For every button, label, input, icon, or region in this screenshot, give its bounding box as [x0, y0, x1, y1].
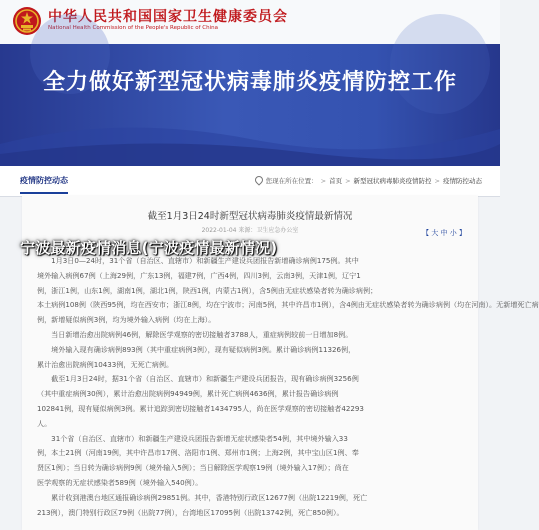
article-line: 人。	[37, 418, 52, 428]
article-line: 例，浙江1例，山东1例，湖南1例，湖北1例，陕西1例，内蒙古1例），含5例由无症状感染者转为确诊病例；	[37, 285, 378, 295]
location-label: 您现在所在位置：	[265, 177, 318, 185]
banner-title: 全力做好新型冠状病毒肺炎疫情防控工作	[42, 70, 457, 95]
banner-background-pattern	[0, 44, 500, 166]
ministry-name[interactable]: 中华人民共和国国家卫生健康委员会	[48, 9, 288, 25]
article-line: 当日新增治愈出院病例46例，解除医学观察的密切接触者3788人，重症病例较前一日增加8例。	[37, 329, 353, 339]
breadcrumb-bar	[0, 166, 500, 197]
font-size-switcher[interactable]: 【 大 中 小 】	[422, 229, 466, 237]
breadcrumb-current[interactable]: 疫情防控动态	[443, 177, 482, 185]
ministry-name-english: National Health Commission of the People's Republic of China	[48, 25, 219, 31]
article-line: （其中重症病例30例），累计治愈出院病例94949例，累计死亡病例4636例，累计报告确诊病例	[37, 389, 339, 399]
breadcrumb-home[interactable]: 首页	[329, 177, 343, 185]
article-meta: 2022-01-04 来源：卫生应急办公室	[201, 227, 299, 234]
overlay-headline: 宁波最新疫情消息(宁波疫情最新情况)	[20, 239, 278, 257]
article-body	[37, 254, 539, 520]
article-line: 累计治愈出院病例10433例，无死亡病例。	[37, 359, 174, 369]
article-line: 213例），澳门特别行政区79例（出院77例），台湾地区17095例（出院13742例，死亡850例）。	[37, 507, 344, 517]
article-line: 例，本土21例（河南19例，其中许昌市17例、洛阳市1例、郑州市1例；上海2例，其中宝山区1例、奉	[37, 448, 359, 458]
section-title[interactable]: 疫情防控动态	[20, 176, 68, 185]
article-line: 截至1月3日24时，据31个省（自治区、直辖市）和新疆生产建设兵团报告，现有确诊病例3256例	[37, 374, 359, 384]
article-title: 截至1月3日24时新型冠状病毒肺炎疫情最新情况	[147, 211, 353, 222]
article-line: 境外输入病例67例（上海29例，广东13例，福建7例，广西4例，四川3例，云南3例，天津1例，辽宁1	[37, 270, 361, 280]
article-line: 例，新增疑似病例3例，均为境外输入病例（均在上海）。	[37, 315, 216, 325]
article-line: 医学观察的无症状感染者589例（境外输入540例）。	[37, 477, 203, 487]
location-pin-icon	[253, 174, 264, 185]
campaign-banner	[0, 44, 500, 166]
article-line: 贤区1例）；当日转为确诊病例9例（境外输入5例）；当日解除医学观察19例（境外输入17例）；尚在	[37, 463, 349, 473]
article-line: 境外输入现有确诊病例893例（其中重症病例3例），现有疑似病例3例。累计确诊病例11326例，	[37, 344, 356, 354]
article-line: 本土病例108例（陕西95例，均在西安市；浙江8例，均在宁波市；河南5例，其中许昌市1例），含4例由无症状感染者转为确诊病例（均在河南）。无新增死亡病	[37, 300, 539, 310]
article-line: 31个省（自治区、直辖市）和新疆生产建设兵团报告新增无症状感染者54例，其中境外输入33	[37, 433, 348, 443]
breadcrumb-epidemic-control[interactable]: 新型冠状病毒肺炎疫情防控	[353, 177, 432, 185]
article-line: 累计收到港澳台地区通报确诊病例29851例。其中，香港特别行政区12677例（出院12219例，死亡	[37, 492, 368, 502]
article-line: 1月3日0—24时，31个省（自治区、直辖市）和新疆生产建设兵团报告新增确诊病例175例。其中	[37, 256, 359, 265]
article-line: 102841例，现有疑似病例3例。累计追踪到密切接触者1434795人，尚在医学观察的密切接触者42293	[37, 403, 364, 413]
breadcrumb: 您现在所在位置： > 首页 > 新型冠状病毒肺炎疫情防控 > 疫情防控动态	[255, 176, 482, 185]
